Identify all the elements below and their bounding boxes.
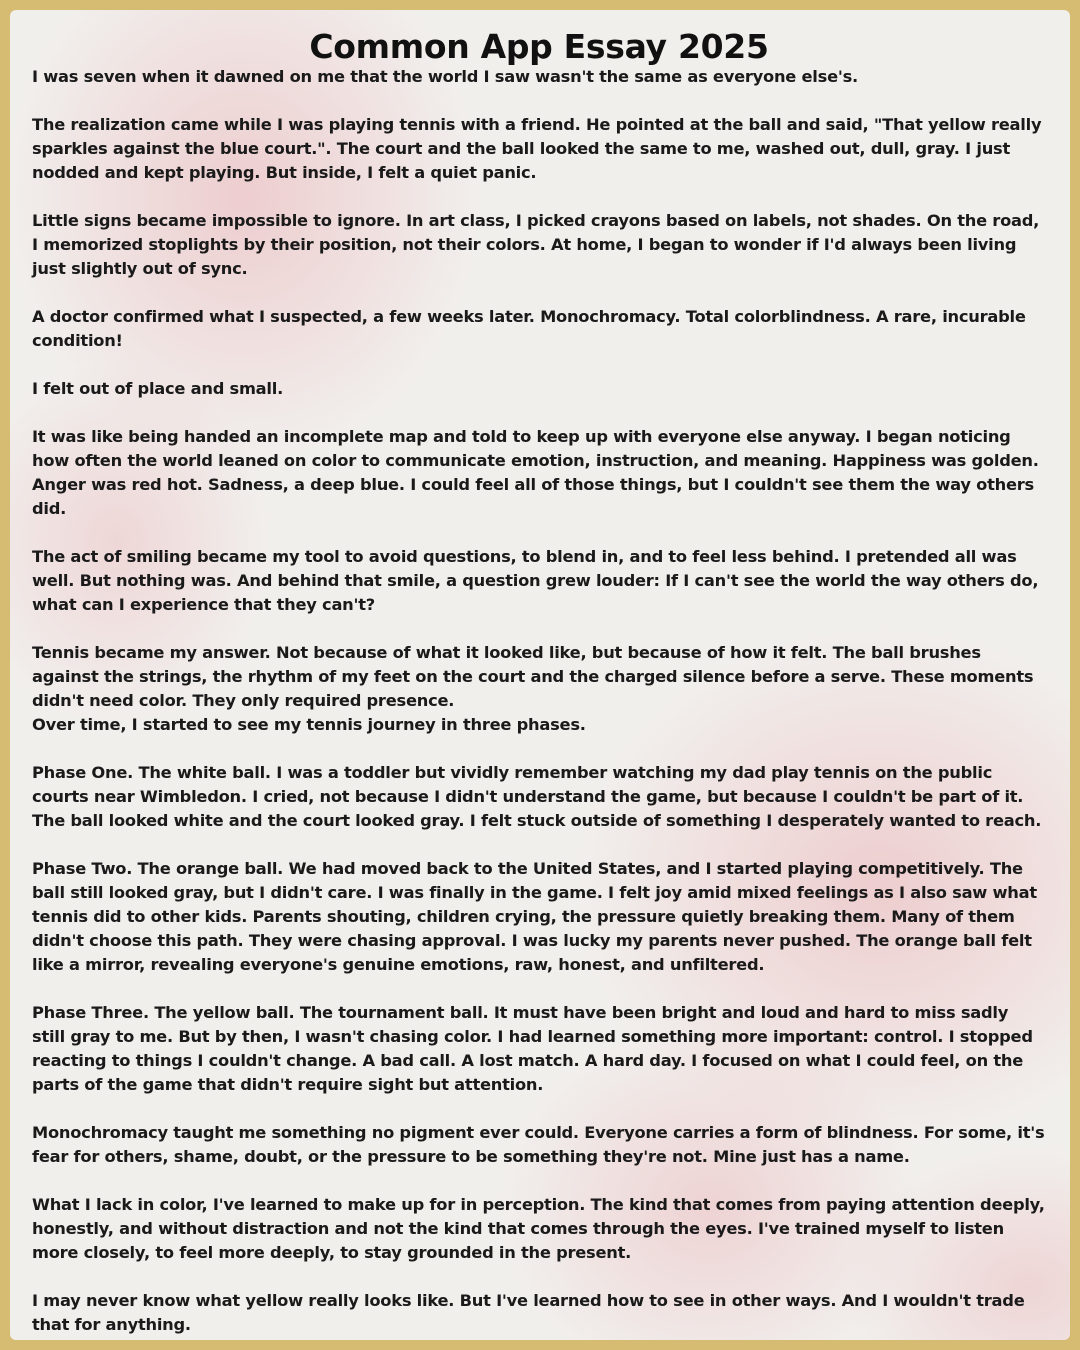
essay-paragraph: What I lack in color, I've learned to make up for in perception. The kind that comes from paying attention deeply, honestly, and without distraction and not the kind that comes through the eyes. I've trained myself to listen more closely, to feel more deeply, to stay grounded in the present. xyxy=(32,1195,1045,1262)
essay-paragraph: A doctor confirmed what I suspected, a few weeks later. Monochromacy. Total colorblindness. A rare, incurable condition! xyxy=(32,307,1026,350)
essay-sheet xyxy=(10,10,1070,1340)
essay-paragraph: It was like being handed an incomplete map and told to keep up with everyone else anyway. I began noticing how often the world leaned on color to communicate emotion, instruction, and meaning. Happiness was golden. Anger was red hot. Sadness, a deep blue. I could feel all of those things, but I couldn't see them the way others did. xyxy=(32,427,1039,518)
essay-title: Common App Essay 2025 xyxy=(309,27,769,66)
essay-paragraph: I felt out of place and small. xyxy=(32,379,284,398)
essay-paragraph: The realization came while I was playing tennis with a friend. He pointed at the ball and said, "That yellow really sparkles against the blue court.". The court and the ball looked the same to me, washed out, dull, gray. I just nodded and kept playing. But inside, I felt a quiet panic. xyxy=(32,115,1042,182)
essay-paragraph: The act of smiling became my tool to avoid questions, to blend in, and to feel less behind. I pretended all was well. But nothing was. And behind that smile, a question grew louder: If I can't see the world the way others do, what can I experience that they can't? xyxy=(32,547,1039,614)
essay-body xyxy=(32,65,1046,1337)
essay-paragraph: I may never know what yellow really looks like. But I've learned how to see in other ways. And I wouldn't trade that for anything. xyxy=(32,1291,1025,1334)
essay-paragraph: I was seven when it dawned on me that the world I saw wasn't the same as everyone else's. xyxy=(32,67,858,86)
essay-paragraph: Phase One. The white ball. I was a toddler but vividly remember watching my dad play tennis on the public courts near Wimbledon. I cried, not because I didn't understand the game, but because I couldn't be part of it. The ball looked white and the court looked gray. I felt stuck outside of something I desperately wanted to reach. xyxy=(32,763,1042,830)
essay-paragraph: Over time, I started to see my tennis journey in three phases. xyxy=(32,715,586,734)
essay-paragraph: Tennis became my answer. Not because of what it looked like, but because of how it felt. The ball brushes against the strings, the rhythm of my feet on the court and the charged silence before a serve. These moments didn't need color. They only required presence. xyxy=(32,643,1034,710)
essay-paragraph: Phase Two. The orange ball. We had moved back to the United States, and I started playing competitively. The ball still looked gray, but I didn't care. I was finally in the game. I felt joy amid mixed feelings as I also saw what tennis did to other kids. Parents shouting, children crying, the pressure quietly breaking them. Many of them didn't choose this path. They were chasing approval. I was lucky my parents never pushed. The orange ball felt like a mirror, revealing everyone's genuine emotions, raw, honest, and unfiltered. xyxy=(32,859,1037,974)
essay-paragraph: Phase Three. The yellow ball. The tournament ball. It must have been bright and loud and hard to miss sadly still gray to me. But by then, I wasn't chasing color. I had learned something more important: control. I stopped reacting to things I couldn't change. A bad call. A lost match. A hard day. I focused on what I could feel, on the parts of the game that didn't require sight but attention. xyxy=(32,1003,1033,1094)
essay-paragraph: Little signs became impossible to ignore. In art class, I picked crayons based on labels, not shades. On the road, I memorized stoplights by their position, not their colors. At home, I began to wonder if I'd always been living just slightly out of sync. xyxy=(32,211,1040,278)
essay-paragraph: Monochromacy taught me something no pigment ever could. Everyone carries a form of blindness. For some, it's fear for others, shame, doubt, or the pressure to be something they're not. Mine just has a name. xyxy=(32,1123,1045,1166)
